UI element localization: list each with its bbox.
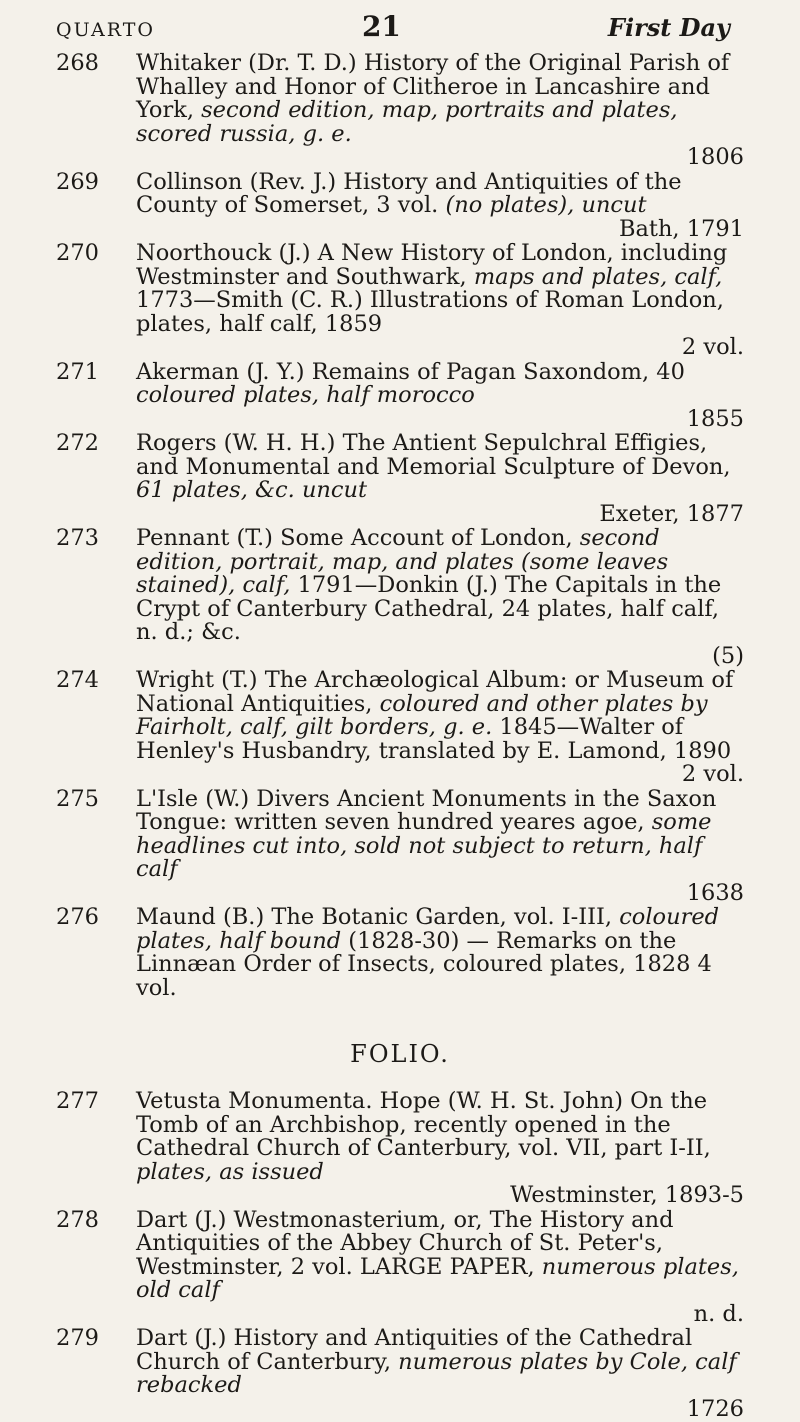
section-title: FOLIO. [350, 1040, 450, 1068]
page-number: 21 [361, 10, 401, 43]
quarto-lots [56, 52, 744, 1000]
lot-number: 271 [56, 358, 99, 385]
lot-date: 1726 [686, 1395, 744, 1422]
lot-entry [56, 52, 744, 170]
lot-condition: plates, as issued [136, 1158, 324, 1185]
lot-number: 277 [56, 1088, 99, 1114]
lot-description [136, 432, 744, 503]
lot-list [56, 52, 744, 1422]
lot-condition: second edition, map, portraits and plates, scored russia, g. e. [136, 97, 678, 147]
lot-text: Dart (J.) History and Antiquities of the Cathedral Church of Canterbury, [136, 1325, 693, 1375]
lot-text: Noorthouck (J.) A New History of London, including Westminster and Southwark, [136, 240, 728, 290]
lot-description [136, 785, 744, 882]
lot-description [136, 1090, 744, 1184]
lot-entry [56, 1327, 744, 1421]
lot-date: Westminster, 1893-5 [510, 1182, 744, 1208]
lot-number: 268 [56, 50, 99, 76]
lot-text: Vetusta Monumenta. Hope (W. H. St. John) On the Tomb of an Archbishop, recently opened in the Cathedral Church of Canterbury, vol. VII, part I-II, [136, 1088, 711, 1161]
lot-description [136, 52, 744, 146]
lot-text: Akerman (J. Y.) Remains of Pagan Saxondom, 40 [136, 358, 685, 385]
lot-condition: maps and plates, calf, [473, 263, 723, 290]
lot-description [136, 527, 744, 645]
lot-date: 2 vol. [681, 761, 744, 787]
lot-condition: coloured plates, half bound [136, 904, 720, 954]
lot-condition: some headlines cut into, sold not subject to return, half calf [136, 809, 712, 882]
lot-date: Bath, 1791 [618, 215, 744, 242]
lot-entry [56, 242, 744, 360]
lot-number: 273 [56, 525, 99, 551]
lot-number: 269 [56, 168, 99, 195]
lot-description [136, 906, 744, 1000]
lot-entry [56, 669, 744, 787]
lot-text-cont: 1791—Donkin (J.) The Capitals in the Crypt of Canterbury Cathedral, 24 plates, half calf, n. d.; &c. [136, 572, 722, 645]
lot-text: Rogers (W. H. H.) The Antient Sepulchral Effigies, and Monumental and Memorial Sculpture of Devon, [136, 430, 731, 480]
lot-description [136, 669, 744, 763]
lot-entry [56, 785, 744, 906]
lot-text: Dart (J.) Westmonasterium, or, The History and Antiquities of the Abbey Church of St. Peter's, Westminster, 2 vol. LARGE PAPER, [136, 1206, 674, 1280]
lot-text-cont: (1828-30) — Remarks on the Linnæan Order of Insects, coloured plates, 1828 4 vol. [136, 927, 712, 1001]
lot-text: Collinson (Rev. J.) History and Antiquities of the County of Somerset, 3 vol. [136, 168, 682, 218]
lot-condition: coloured plates, half morocco [136, 382, 475, 408]
lot-entry [56, 1090, 744, 1208]
lot-date: 1638 [686, 879, 744, 906]
lot-condition: 61 plates, &c. uncut [136, 477, 368, 503]
lot-entry [56, 432, 744, 526]
lot-text: L'Isle (W.) Divers Ancient Monuments in the Saxon Tongue: written seven hundred yeares agoe, [136, 785, 717, 835]
lot-entry [56, 906, 744, 1000]
lot-number: 279 [56, 1325, 99, 1351]
lot-date: Exeter, 1877 [599, 500, 744, 527]
lot-condition: numerous plates, old calf [136, 1253, 739, 1303]
lot-entry [56, 358, 744, 432]
lot-number: 272 [56, 430, 99, 456]
lot-condition: second edition, portrait, map, and plates (some leaves stained), calf, [136, 525, 669, 598]
lot-condition: (no plates), uncut [445, 192, 647, 218]
lot-description [136, 242, 744, 336]
lot-description [136, 1327, 744, 1398]
header-format: QUARTO [56, 19, 155, 41]
lot-date: 1806 [686, 144, 744, 170]
lot-date: 2 vol. [681, 334, 744, 360]
lot-description [136, 358, 744, 408]
lot-text: Pennant (T.) Some Account of London, [136, 525, 580, 551]
lot-text-cont: 1845—Walter of Henley's Husbandry, translated by E. Lamond, 1890 [136, 714, 732, 764]
lot-text: Maund (B.) The Botanic Garden, vol. I-III, [136, 904, 620, 930]
lot-number: 276 [56, 904, 99, 930]
lot-date: n. d. [693, 1300, 744, 1327]
lot-date: (5) [712, 642, 744, 669]
header-sale-day: First Day [607, 13, 730, 42]
lot-number: 278 [56, 1206, 99, 1233]
lot-number: 274 [56, 667, 99, 693]
lot-text: Whitaker (Dr. T. D.) History of the Original Parish of Whalley and Honor of Clitheroe in Lancashire and York, [136, 50, 730, 123]
lot-entry [56, 168, 744, 242]
folio-lots [56, 1090, 744, 1421]
page-header [56, 10, 730, 44]
lot-condition: numerous plates by Cole, calf rebacked [136, 1348, 737, 1398]
lot-entry [56, 1206, 744, 1327]
lot-text: Wright (T.) The Archæological Album: or Museum of National Antiquities, [136, 667, 734, 717]
lot-date: 1855 [686, 405, 744, 432]
lot-description [136, 168, 744, 218]
lot-entry [56, 527, 744, 668]
lot-number: 270 [56, 240, 99, 266]
lot-number: 275 [56, 785, 99, 812]
lot-text-cont: 1773—Smith (C. R.) Illustrations of Roman London, plates, half calf, 1859 [136, 287, 724, 337]
lot-description [136, 1206, 744, 1303]
lot-condition: coloured and other plates by Fairholt, calf, gilt borders, g. e. [136, 690, 708, 740]
